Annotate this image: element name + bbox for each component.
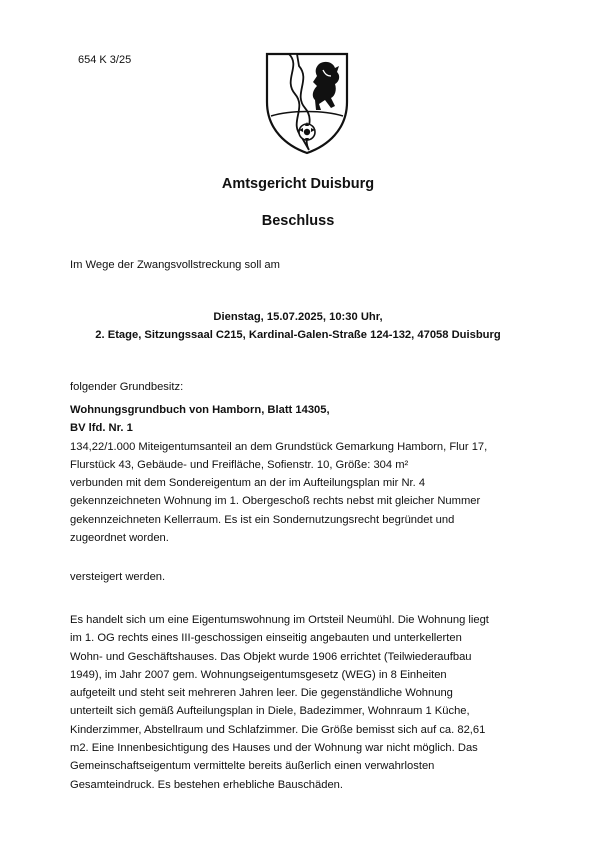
description-line: Wohn- und Geschäftshauses. Das Objekt wurde 1906 errichtet (Teilwiederaufbau <box>70 650 472 663</box>
description-line: im 1. OG rechts eines III-geschossigen einseitig angebauten und unterkellerten <box>70 632 462 645</box>
property-block <box>70 401 550 547</box>
property-line: verbunden mit dem Sondereigentum an der im Aufteilungsplan mir Nr. 4 <box>70 477 426 490</box>
property-line: gekennzeichneten Kellerraum. Es ist ein Sondernutzungsrecht begründet und <box>70 513 455 526</box>
description-line: unterteilt sich gemäß Aufteilungsplan in Diele, Badezimmer, Wohnraum 1 Küche, <box>70 705 470 718</box>
intro-text: Im Wege der Zwangsvollstreckung soll am <box>70 259 280 271</box>
property-line: Flurstück 43, Gebäude- und Freifläche, Sofienstr. 10, Größe: 304 m² <box>70 458 409 471</box>
property-register: Wohnungsgrundbuch von Hamborn, Blatt 14305, <box>70 404 330 416</box>
description-line: aufgeteilt und steht seit mehreren Jahren leer. Die gegenständliche Wohnung <box>70 687 453 700</box>
description-line: Gemeinschaftseigentum vermittelte bereits äußerlich einen verwahrlosten <box>70 760 435 773</box>
property-line: zugeordnet worden. <box>70 532 169 545</box>
property-bv-number: BV lfd. Nr. 1 <box>70 422 133 435</box>
court-name: Amtsgericht Duisburg <box>221 176 375 192</box>
property-intro: folgender Grundbesitz: <box>70 381 184 393</box>
description-line: Es handelt sich um eine Eigentumswohnung im Ortsteil Neumühl. Die Wohnung liegt <box>70 614 489 626</box>
property-line: gekennzeichneten Wohnung im 1. Obergeschoß rechts nebst mit gleicher Nummer <box>70 495 481 508</box>
nrw-coat-of-arms-icon <box>261 50 353 156</box>
document-title: Beschluss <box>261 213 335 229</box>
description-line: Kinderzimmer, Abstellraum und Schlafzimmer. Die Größe bemisst sich auf ca. 82,61 <box>70 723 486 736</box>
description-block <box>70 611 550 794</box>
case-number: 654 K 3/25 <box>78 54 132 66</box>
auction-phrase: versteigert werden. <box>70 571 166 583</box>
description-line: m2. Eine Innenbesichtigung des Hauses und der Wohnung war nicht möglich. Das <box>70 742 478 755</box>
description-line: 1949), im Jahr 2007 gem. Wohnungseigentumsgesetz (WEG) in 8 Einheiten <box>70 668 447 681</box>
appointment-location: 2. Etage, Sitzungssaal C215, Kardinal-Galen-Straße 124-132, 47058 Duisburg <box>95 329 501 341</box>
description-line: Gesamteindruck. Es bestehen erhebliche Bauschäden. <box>70 778 344 791</box>
appointment-date: Dienstag, 15.07.2025, 10:30 Uhr, <box>213 311 383 323</box>
property-line: 134,22/1.000 Miteigentumsanteil an dem Grundstück Gemarkung Hamborn, Flur 17, <box>70 440 488 453</box>
